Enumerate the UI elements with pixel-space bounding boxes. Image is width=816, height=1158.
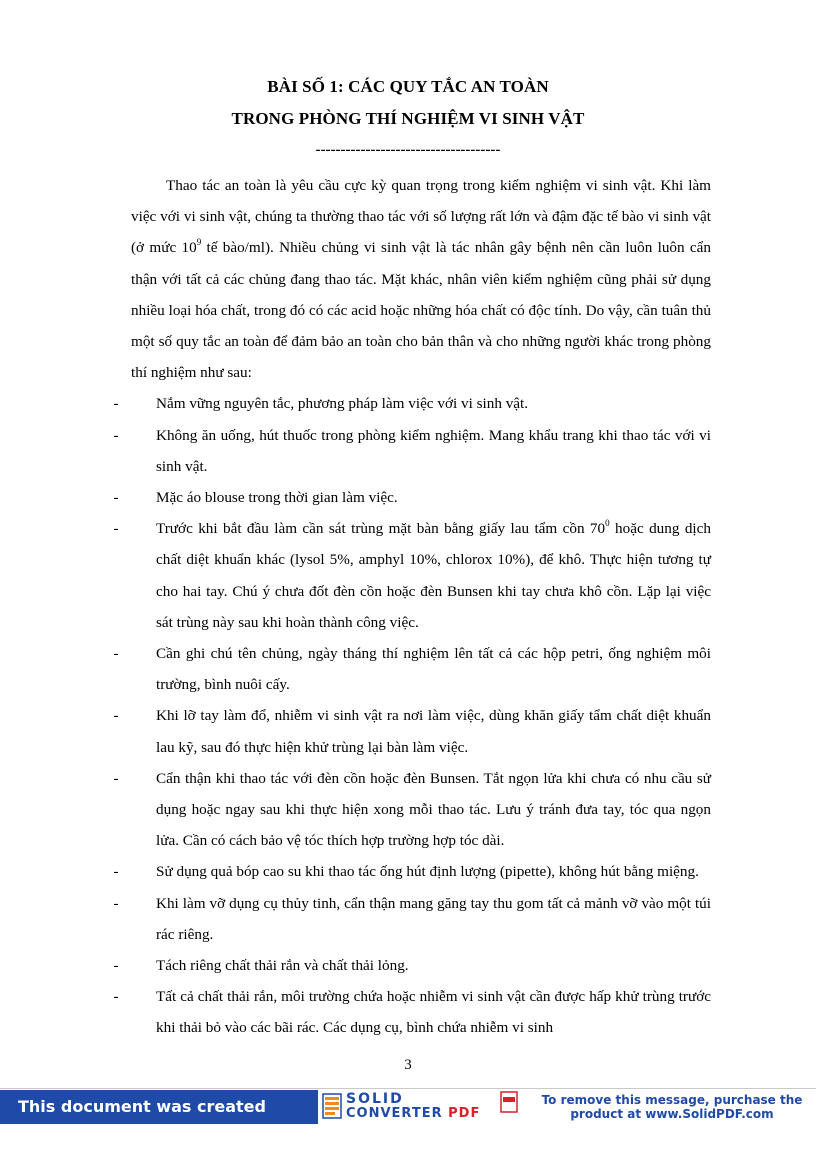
bullet-dash: - <box>113 769 119 787</box>
intro-paragraph: Thao tác an toàn là yêu cầu cực kỳ quan trọng trong kiểm nghiệm vi sinh vật. Khi làm việc với vi sinh vật, chúng ta thường thao tác với số lượng rất lớn và đậm đặc tế bào vi sinh vật (ở mức $10^9$ tế bào/ml). Nhiều chủng vi sinh vật là tác nhân gây bệnh nên cần luôn luôn cẩn thận với tất cả các chủng đang thao tác. Mặt khác, nhân viên kiểm nghiệm cũng phải sử dụng nhiều loại hóa chất, trong đó có các acid hoặc những hóa chất có độc tính. Do vậy, cần tuân thủ một số quy tắc an toàn để đảm bảo an toàn cho bản thân và cho những người khác trong phòng thí nghiệm như sau: <box>131 177 712 382</box>
page-title-line2: TRONG PHÒNG THÍ NGHIỆM VI SINH VẬT <box>231 109 585 128</box>
title-separator: ------------------------------------- <box>315 142 501 158</box>
bullet-dash: - <box>113 863 119 881</box>
bullet-dash: - <box>113 520 119 538</box>
bullet-dash: - <box>113 957 119 975</box>
safety-rules-list <box>113 388 711 1043</box>
list-item: - Sử dụng quả bóp cao su khi thao tác ống hút định lượng (pipette), không hút bằng miệng. <box>101 856 711 887</box>
list-item: - Nắm vững nguyên tắc, phương pháp làm việc với vi sinh vật. <box>101 388 711 419</box>
solidpdf-website-link[interactable]: www.SolidPDF.com <box>645 1107 774 1121</box>
watermark-banner <box>0 1088 816 1150</box>
superscript-degree: 0 <box>605 518 610 529</box>
bullet-dash: - <box>113 645 119 663</box>
bullet-dash: - <box>113 426 119 444</box>
bullet-dash: - <box>113 707 119 725</box>
solid-converter-logo-link[interactable] <box>322 1093 522 1121</box>
list-item: - Cần ghi chú tên chủng, ngày tháng thí nghiệm lên tất cả các hộp petri, ống nghiệm môi trường, bình nuôi cấy. <box>101 638 711 700</box>
document-body <box>113 170 712 1044</box>
superscript-exponent: 9 <box>196 237 202 248</box>
list-item: - Tất cả chất thải rắn, môi trường chứa hoặc nhiễm vi sinh vật cần được hấp khử trùng trước khi thải bỏ vào các bãi rác. Các dụng cụ, bình chứa nhiễm vi sinh <box>101 981 711 1043</box>
page-number: 3 <box>404 1057 412 1073</box>
list-item: - Trước khi bắt đầu làm cần sát trùng mặt bàn bằng giấy lau tẩm cồn $70^0$ hoặc dung dịch chất diệt khuẩn khác (lysol 5%, amphyl 10%, chlorox 10%), để khô. Thực hiện tương tự cho hai tay. Chú ý chưa đốt đèn cồn hoặc đèn Bunsen khi tay chưa khô cồn. Lặp lại việc sát trùng này sau khi hoàn thành công việc. <box>101 513 711 638</box>
pdf-badge-icon <box>500 1091 518 1113</box>
list-item: - Tách riêng chất thải rắn và chất thải lỏng. <box>101 950 711 981</box>
list-item: - Không ăn uống, hút thuốc trong phòng kiểm nghiệm. Mang khẩu trang khi thao tác với vi sinh vật. <box>101 420 711 482</box>
list-item: - Mặc áo blouse trong thời gian làm việc. <box>101 482 711 513</box>
pdf-document-icon <box>322 1093 344 1121</box>
purchase-message: To remove this message, purchase the product at www.SolidPDF.com <box>541 1093 803 1121</box>
page-title-line1: BÀI SỐ 1: CÁC QUY TẮC AN TOÀN <box>267 77 549 96</box>
bullet-dash: - <box>113 395 119 413</box>
banner-message: This document was created using <box>0 1090 318 1124</box>
list-item: - Cẩn thận khi thao tác với đèn cồn hoặc đèn Bunsen. Tắt ngọn lửa khi chưa có nhu cầu sử dụng hoặc ngay sau khi thực hiện xong mỗi thao tác. Lưu ý tránh đưa tay, tóc qua ngọn lửa. Cần có cách bảo vệ tóc thích hợp trường hợp tóc dài. <box>101 763 711 857</box>
list-item: - Khi làm vỡ dụng cụ thủy tinh, cẩn thận mang găng tay thu gom tất cả mảnh vỡ vào một túi rác riêng. <box>101 888 711 950</box>
bullet-dash: - <box>113 894 119 912</box>
list-item: - Khi lỡ tay làm đổ, nhiễm vi sinh vật ra nơi làm việc, dùng khăn giấy tẩm chất diệt khuẩn lau kỹ, sau đó thực hiện khử trùng lại bàn làm việc. <box>101 700 711 762</box>
bullet-dash: - <box>113 988 119 1006</box>
logo-wordmark: SOLID CONVERTER PDF <box>346 1091 481 1121</box>
bullet-dash: - <box>113 489 119 507</box>
